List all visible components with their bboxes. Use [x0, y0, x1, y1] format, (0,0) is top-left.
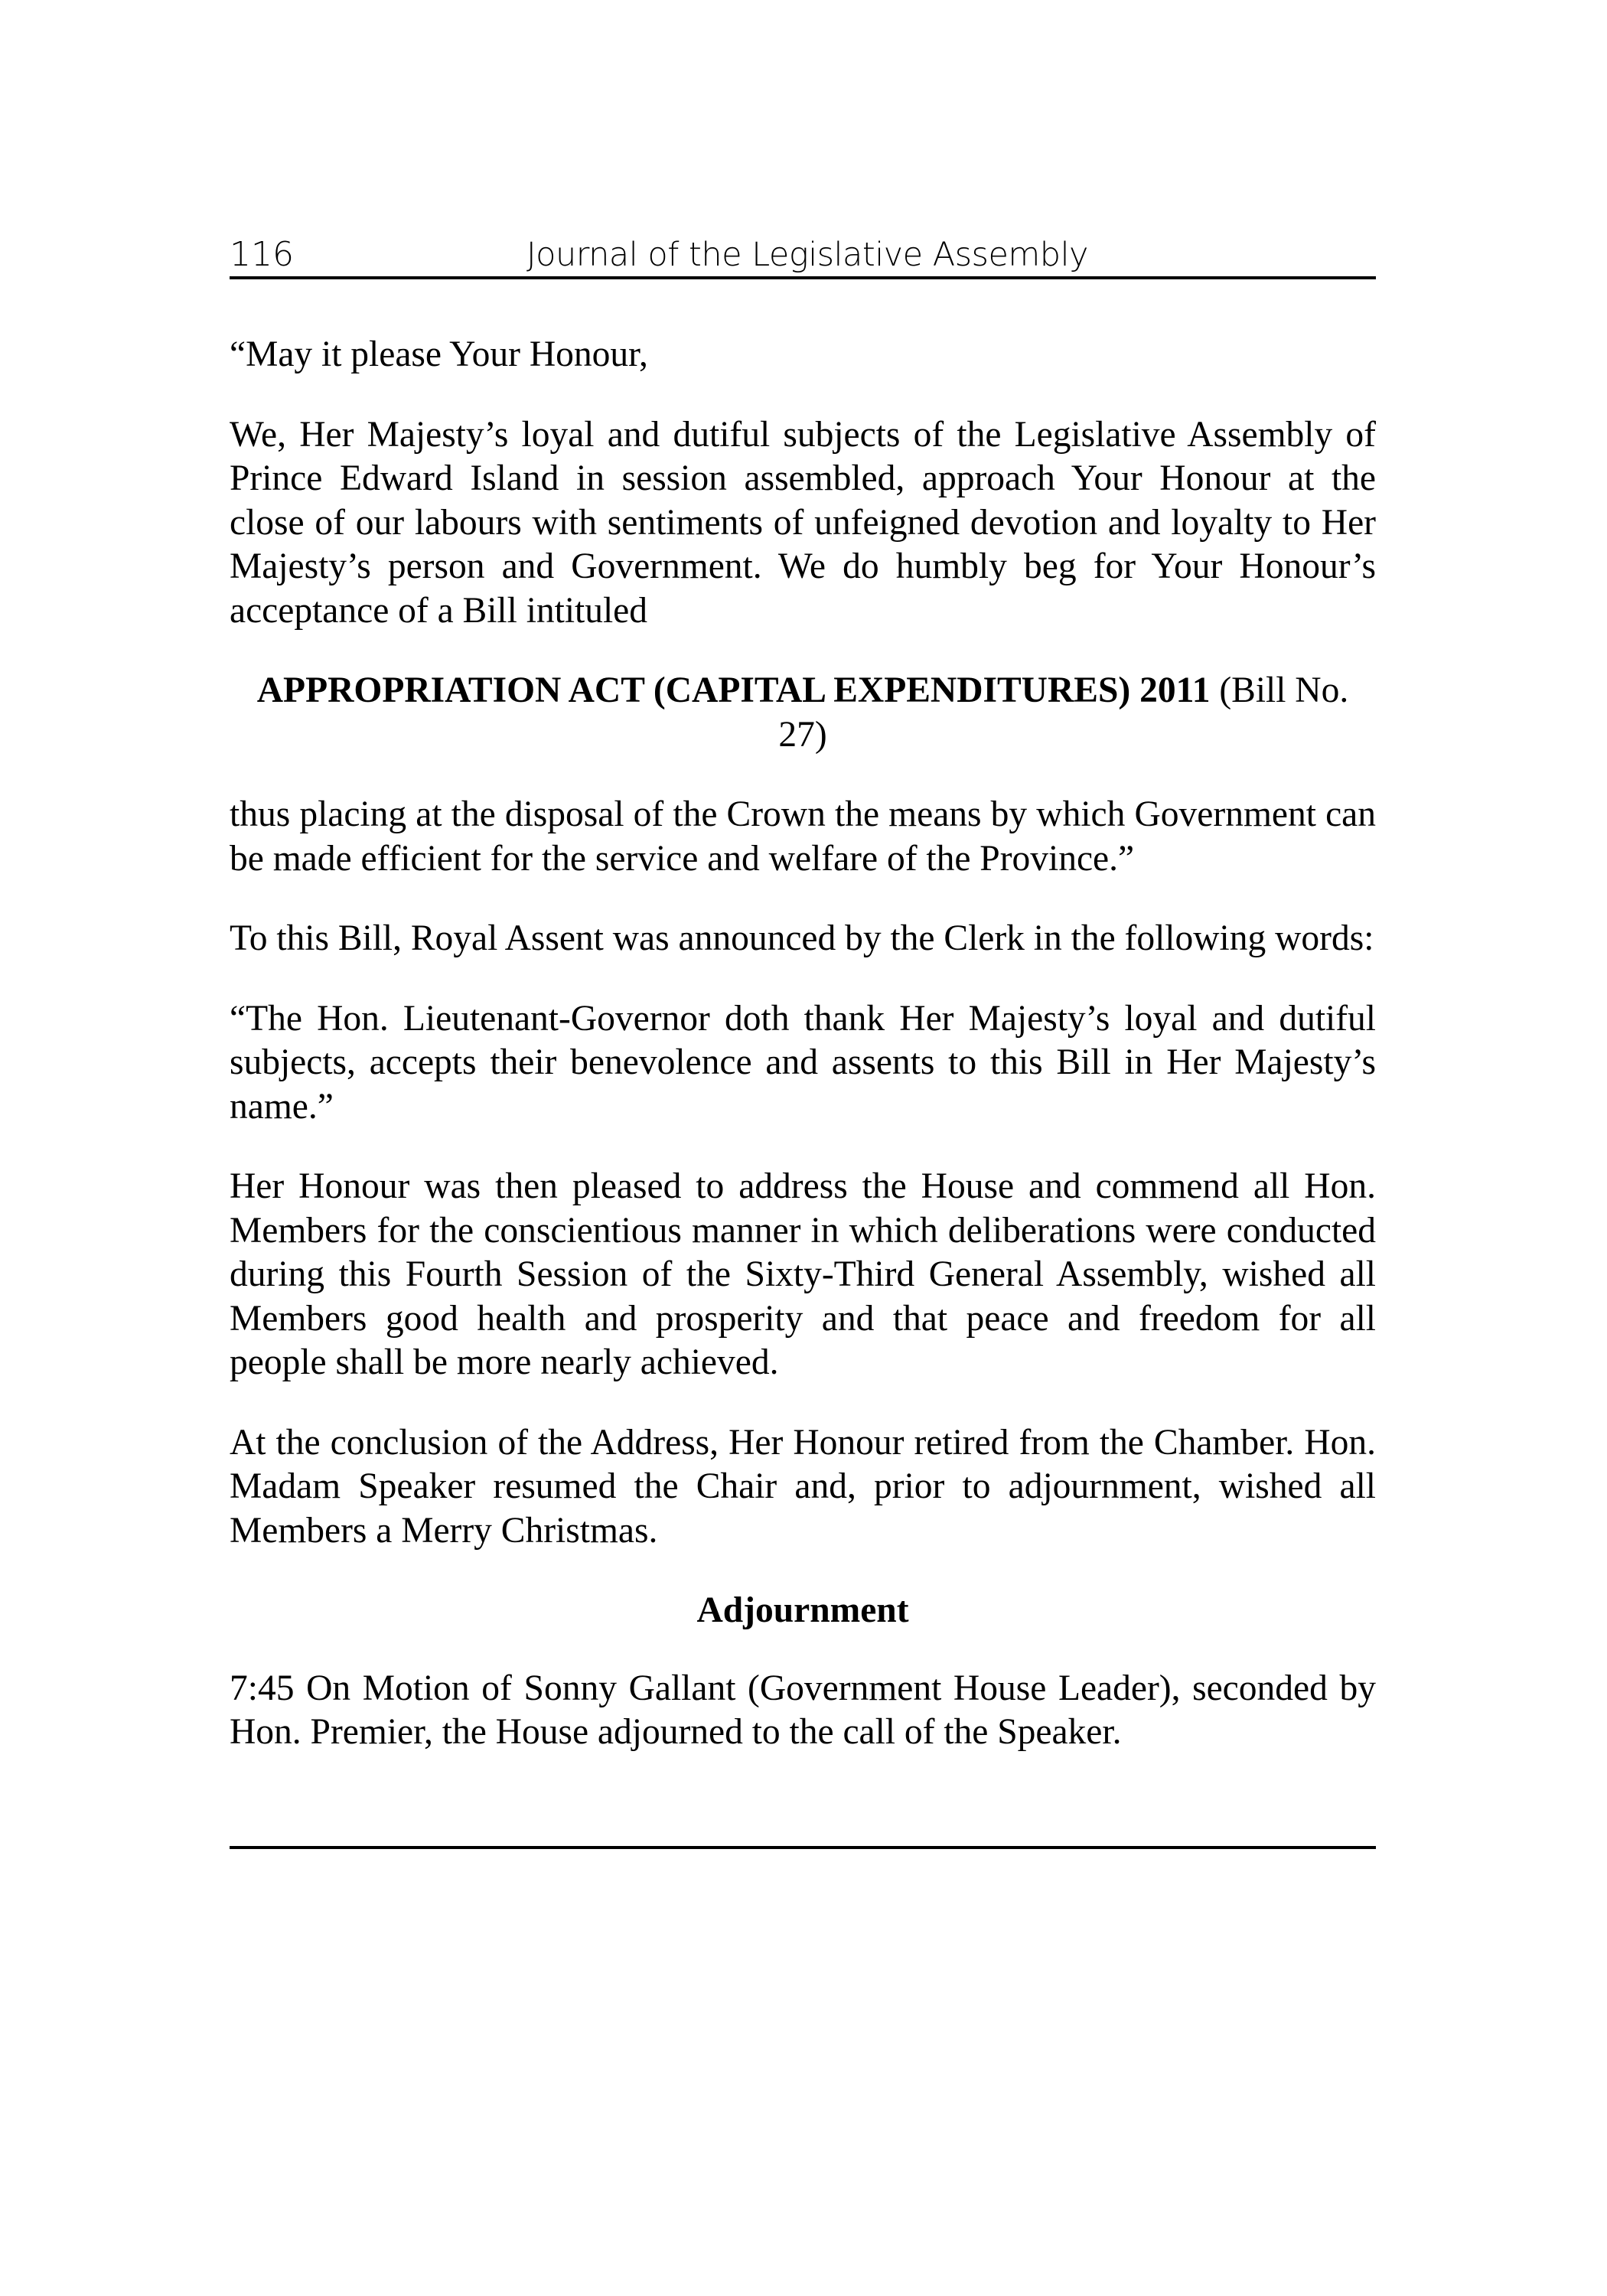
adjournment-paragraph: 7:45 On Motion of Sonny Gallant (Government House Leader), seconded by Hon. Premier, the House adjourned to the call of the Speaker.: [230, 1668, 1376, 1752]
salutation: “May it please Your Honour,: [230, 334, 648, 374]
page-number: 116: [230, 235, 294, 274]
page-header: [230, 233, 1376, 279]
assent-words-paragraph: “The Hon. Lieutenant-Governor doth thank Her Majesty’s loyal and dutiful subjects, accepts their benevolence and assents to this Bill in Her Majesty’s name.”: [230, 998, 1376, 1127]
bill-number: (Bill No. 27): [778, 670, 1349, 755]
conclusion-paragraph: At the conclusion of the Address, Her Honour retired from the Chamber. Hon. Madam Speaker resumed the Chair and, prior to adjournment, wished all Members a Merry Christmas.: [230, 1422, 1376, 1551]
disposal-paragraph: thus placing at the disposal of the Crown the means by which Government can be made efficient for the service and welfare of the Province.”: [230, 794, 1376, 879]
adjournment-heading: Adjournment: [696, 1590, 909, 1630]
address-paragraph: We, Her Majesty’s loyal and dutiful subjects of the Legislative Assembly of Prince Edward Island in session assembled, approach Your Honour at the close of our labours with sentiments of unfeigned devotion and loyalty to Her Majesty’s person and Government. We do humbly beg for Your Honour’s acceptance of a Bill intituled: [230, 414, 1376, 631]
bill-title-block: [230, 669, 1376, 757]
closing-rule: [230, 1846, 1376, 1849]
running-title: Journal of the Legislative Assembly: [526, 236, 1088, 274]
assent-intro-paragraph: To this Bill, Royal Assent was announced by the Clerk in the following words:: [230, 918, 1374, 958]
address-summary-paragraph: Her Honour was then pleased to address the House and commend all Hon. Members for the conscientious manner in which deliberations were conducted during this Fourth Session of the Sixty-Third General Assembly, wished all Members good health and prosperity and that peace and freedom for all people shall be more nearly achieved.: [230, 1166, 1376, 1382]
bill-title: APPROPRIATION ACT (CAPITAL EXPENDITURES) 2011: [256, 670, 1211, 710]
document-body: [230, 333, 1376, 1791]
